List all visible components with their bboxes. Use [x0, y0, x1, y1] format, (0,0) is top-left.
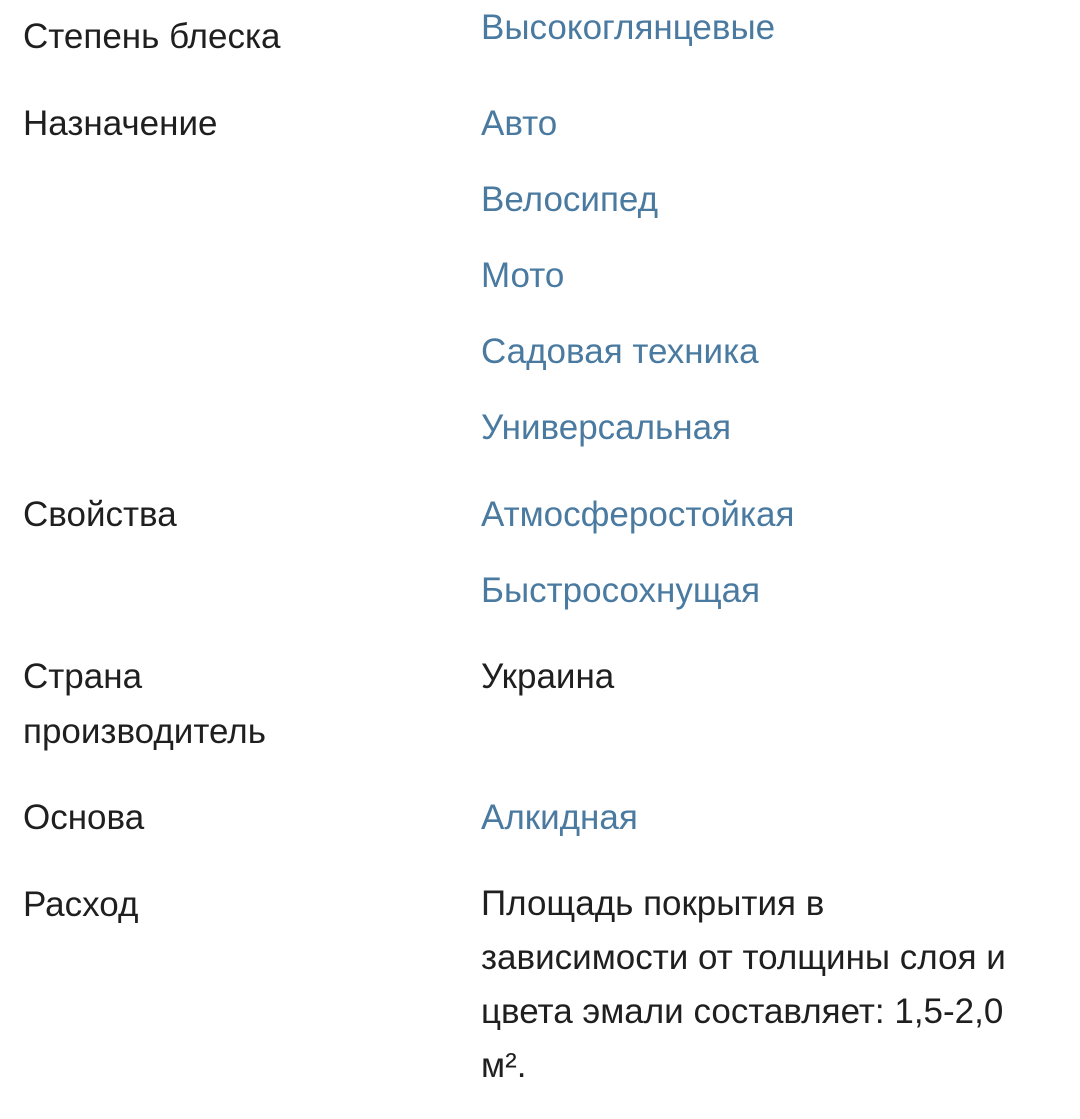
- spec-values-properties: [481, 496, 1061, 648]
- spec-value-item[interactable]: [481, 9, 1061, 85]
- properties-weatherproof-link[interactable]: Атмосферостойкая: [481, 495, 795, 534]
- spec-label-base: Основа: [23, 798, 145, 837]
- base-alkyd-link[interactable]: Алкидная: [481, 798, 638, 837]
- spec-value-item[interactable]: [481, 105, 1061, 181]
- spec-label-purpose: Назначение: [23, 104, 218, 143]
- spec-value-item[interactable]: [481, 496, 1061, 572]
- spec-label-properties: Свойства: [23, 495, 177, 534]
- spec-label-country: [23, 649, 443, 759]
- spec-values-base: [481, 799, 1061, 875]
- spec-label-gloss: Степень блеска: [23, 17, 281, 56]
- spec-value-item[interactable]: [481, 181, 1061, 257]
- purpose-moto-link[interactable]: Мото: [481, 256, 565, 295]
- spec-label-country-line1: Страна: [23, 657, 143, 696]
- purpose-auto-link[interactable]: Авто: [481, 104, 558, 143]
- consumption-line: Площадь покрытия в: [481, 884, 825, 923]
- spec-value-item[interactable]: [481, 799, 1061, 875]
- spec-value-item[interactable]: [481, 333, 1061, 409]
- spec-value-country: Украина: [481, 657, 615, 696]
- properties-quickdry-link[interactable]: Быстросохнущая: [481, 571, 761, 610]
- spec-value-item[interactable]: [481, 409, 1061, 485]
- consumption-line: м².: [481, 1046, 527, 1085]
- spec-label-consumption: Расход: [23, 885, 139, 924]
- consumption-line: зависимости от толщины слоя и: [481, 938, 1006, 977]
- spec-values-purpose: [481, 105, 1061, 485]
- gloss-high-link[interactable]: Высокоглянцевые: [481, 8, 776, 47]
- purpose-garden-link[interactable]: Садовая техника: [481, 332, 759, 371]
- consumption-line: цвета эмали составляет: 1,5-2,0: [481, 992, 1004, 1031]
- purpose-bicycle-link[interactable]: Велосипед: [481, 180, 659, 219]
- spec-values-gloss: [481, 9, 1061, 85]
- purpose-universal-link[interactable]: Универсальная: [481, 408, 732, 447]
- spec-value-consumption: [481, 877, 1061, 1093]
- spec-value-item[interactable]: [481, 257, 1061, 333]
- spec-value-item[interactable]: [481, 572, 1061, 648]
- spec-label-country-line2: производитель: [23, 712, 266, 751]
